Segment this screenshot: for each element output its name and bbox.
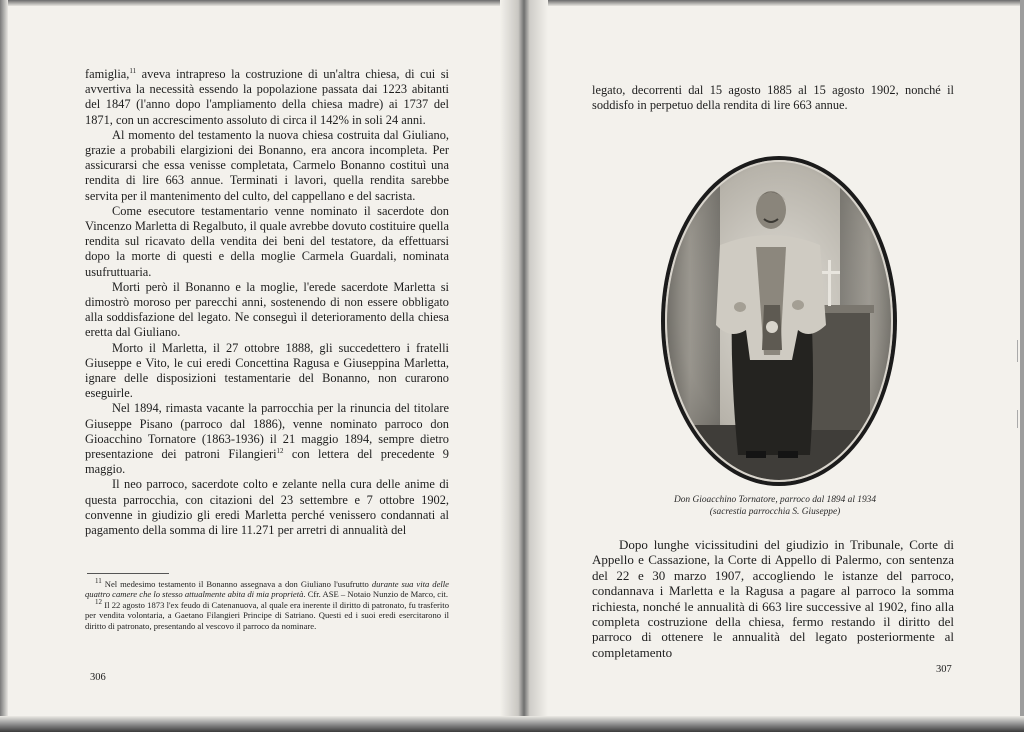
paragraph: famiglia,$^{11}$ aveva intrapreso la costruzione di un'altra chiesa, di cui si avvertiva la necessità essendo la popolazione passata dai 1223 abitanti del 1847 (l'anno dopo l'ampliamento della chiesa madre) ai 1737 del 1871, con un accrescimento assoluto di circa il 142% in soli 24 anni.: [85, 66, 449, 127]
right-page: [548, 0, 1020, 716]
left-page-body: [85, 67, 449, 538]
footnote-ref[interactable]: 11: [129, 66, 137, 75]
page-number-left: 306: [90, 672, 106, 683]
footnote-separator: [87, 573, 169, 574]
paragraph: Il neo parroco, sacerdote colto e zelante nella cura delle anime di questa parrocchia, con citazioni del 23 settembre e 7 ottobre 1902, convenne in giudizio gli eredi Marletta perché venissero condannati al pagamento della somma di lire 11.271 per arretri di annualità del: [85, 477, 449, 538]
photo-caption: [618, 495, 932, 518]
footnote: $^{12}$ Il 22 agosto 1873 l'ex feudo di Catenanuova, al quale era inerente il diritto di patronato, fu trasferito per vendita volontaria, a Gaetano Filangieri Principe di Satriano. Questi ed i suoi eredi esercitarono il diritto di patronato, presentando al vescovo il parroco da nominare.: [85, 597, 449, 631]
scan-left-edge: [0, 0, 8, 732]
oval-portrait-image: [660, 155, 898, 488]
paragraph: Al momento del testamento la nuova chiesa costruita dal Giuliano, grazie a probabili elargizioni dei Bonanno, era ancora incompleta. Per assicurarsi che essa venisse completata, Carmelo Bonanno costituì una rendita di lire 663 annue. Terminati i lavori, quella rendita sarebbe servita per il mantenimento del culto, del cappellano e del sacrista.: [85, 127, 449, 203]
paragraph: Come esecutore testamentario venne nominato il sacerdote don Vincenzo Marletta di Regalbuto, il quale avrebbe dovuto costituire quella rendita sul ricavato della vendita dei beni del testatore, da effettuarsi dopo la morte di questi e della moglie Carmela Guardali, nominata usufruttuaria.: [85, 203, 449, 279]
scan-mark: [1017, 410, 1018, 428]
caption-line: Don Gioacchino Tornatore, parroco dal 1894 al 1934: [673, 495, 877, 505]
caption-line: (sacrestia parrocchia S. Giuseppe): [709, 506, 841, 517]
scan-right-edge: [1020, 0, 1024, 732]
scan-mark: [1017, 340, 1018, 362]
paragraph: Nel 1894, rimasta vacante la parrocchia per la rinuncia del titolare Giuseppe Pisano (parroco dal 1886), venne nominato parroco don Gioacchino Tornatore (1863-1936) il 21 maggio 1894, sempre dietro presentazione dei patroni Filangieri$^{12}$ con lettera del precedente 9 maggio.: [85, 401, 449, 477]
priest-portrait-photo: [660, 155, 898, 488]
paragraph: Morto il Marletta, il 27 ottobre 1888, gli succedettero i fratelli Giuseppe e Vito, le cui eredi Concettina Ragusa e Giuseppina Marletta, ignare delle disposizioni testamentarie del Bonanno, non curarono eseguirle.: [85, 340, 449, 401]
paragraph: Morti però il Bonanno e la moglie, l'erede sacerdote Marletta si dimostrò moroso per parecchi anni, sostenendo di non essere obbligato alla soddisfazione del legato. Ne conseguì il deterioramento della chiesa eretta dal Giuliano.: [85, 279, 449, 340]
page-number-right: 307: [936, 664, 952, 675]
right-page-bottom-text: Dopo lunghe vicissitudini del giudizio in Tribunale, Corte di Appello e Cassazione, la Corte di Appello di Palermo, con sentenza del 22 e 30 marzo 1907, accogliendo le istanze del parroco, condannava i Marletta e la Ragusa a pagare al parroco la somma richiesta, nonché le annualità di 663 lire successive al 1902, fino alla completa costruzione della chiesa, fermo restando il diritto del parroco di ottenere le annualità del legato posteriormente al completamento: [592, 537, 954, 660]
left-page: [8, 0, 500, 716]
footnotes: [85, 579, 449, 631]
book-gutter: [500, 0, 548, 732]
right-page-top-text: legato, decorrenti dal 15 agosto 1885 al 15 agosto 1902, nonché il soddisfo in perpetuo della rendita di lire 663 annue.: [592, 83, 954, 113]
footnote-ref[interactable]: 12: [276, 446, 284, 455]
scan-bottom-edge: [0, 716, 1024, 732]
footnote: $^{11}$ Nel medesimo testamento il Bonanno assegnava a don Giuliano l'usufrutto durante sua vita delle quattro camere che lo stesso attualmente abita di mia proprietà. Cfr. ASE – Notaio Nunzio de Marco, cit.: [85, 577, 449, 600]
